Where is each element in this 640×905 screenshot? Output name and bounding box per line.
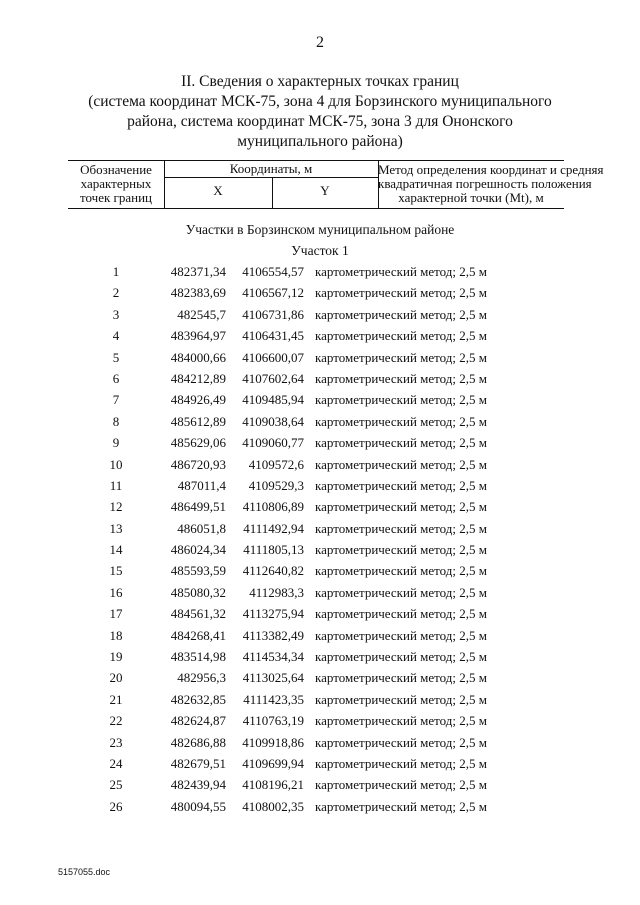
coord-x: 487011,4: [177, 477, 226, 493]
point-number: 20: [109, 670, 123, 686]
coord-x: 484561,32: [170, 606, 226, 622]
table-row: [0, 755, 640, 776]
method: картометрический метод; 2,5 м: [315, 563, 487, 579]
method: картометрический метод; 2,5 м: [315, 542, 487, 558]
coordinates-table-body: [0, 263, 640, 819]
point-number: 22: [109, 713, 123, 729]
method: картометрический метод; 2,5 м: [315, 520, 487, 536]
method: картометрический метод; 2,5 м: [315, 627, 487, 643]
point-number: 23: [109, 734, 123, 750]
coord-x: 483964,97: [170, 328, 226, 344]
table-row: [0, 413, 640, 434]
coord-y: 4110806,89: [242, 499, 304, 515]
method: картометрический метод; 2,5 м: [315, 606, 487, 622]
table-row: [0, 712, 640, 733]
table-row: [0, 284, 640, 305]
point-number: 9: [112, 435, 120, 451]
coord-y: 4110763,19: [242, 713, 304, 729]
coord-x: 482679,51: [170, 755, 226, 771]
table-row: [0, 691, 640, 712]
method: картометрический метод; 2,5 м: [315, 306, 487, 322]
method: картометрический метод; 2,5 м: [315, 370, 487, 386]
header-text: точек границ: [79, 190, 153, 205]
point-number: 18: [109, 627, 123, 643]
footer-filename: 5157055.doc: [58, 867, 111, 877]
coord-x: 482439,94: [170, 777, 226, 793]
method: картометрический метод; 2,5 м: [315, 649, 487, 665]
method: картометрический метод; 2,5 м: [315, 755, 487, 771]
method: картометрический метод; 2,5 м: [315, 285, 487, 301]
header-text: характерной точки (Mt), м: [398, 190, 544, 205]
coord-y: 4109060,77: [242, 435, 304, 451]
header-text: характерных: [80, 176, 152, 191]
coord-y: 4109699,94: [242, 755, 304, 771]
coord-x: 484268,41: [170, 627, 226, 643]
header-y: Y: [320, 183, 330, 198]
point-number: 13: [109, 520, 123, 536]
header-rule-coords: [164, 177, 378, 178]
header-point-designation: [68, 163, 164, 205]
coord-y: 4109572,6: [248, 456, 304, 472]
coord-x: 482371,34: [170, 264, 226, 279]
coord-y: 4107602,64: [242, 370, 304, 386]
coord-y: 4113025,64: [242, 670, 304, 686]
coord-x: 480094,55: [170, 798, 226, 814]
method: картометрический метод; 2,5 м: [315, 477, 487, 493]
coord-x: 482632,85: [170, 691, 226, 707]
point-number: 16: [109, 584, 123, 600]
coord-y: 4109038,64: [242, 413, 304, 429]
point-number: 5: [112, 349, 120, 365]
point-number: 15: [109, 563, 123, 579]
coord-x: 485593,59: [170, 563, 226, 579]
coord-y: 4114534,34: [242, 649, 304, 665]
coord-y: 4106600,07: [242, 349, 304, 365]
table-header: [68, 160, 604, 210]
table-row: [0, 669, 640, 690]
point-number: 8: [112, 413, 120, 429]
point-number: 11: [109, 477, 123, 493]
method: картометрический метод; 2,5 м: [315, 499, 487, 515]
title-line: II. Сведения о характерных точках границ: [181, 73, 459, 90]
coord-y: 4113382,49: [242, 627, 304, 643]
table-row: [0, 391, 640, 412]
table-row: [0, 562, 640, 583]
method: картометрический метод; 2,5 м: [315, 435, 487, 451]
method: картометрический метод; 2,5 м: [315, 328, 487, 344]
method: картометрический метод; 2,5 м: [315, 264, 487, 279]
method: картометрический метод; 2,5 м: [315, 777, 487, 793]
header-rule-top: [68, 160, 564, 161]
table-row: [0, 648, 640, 669]
coord-x: 486720,93: [170, 456, 226, 472]
point-number: 26: [109, 798, 123, 814]
header-text: Обозначение: [80, 162, 152, 177]
point-number: 4: [112, 328, 120, 344]
coord-y: 4111492,94: [243, 520, 304, 536]
coord-x: 485080,32: [170, 584, 226, 600]
coord-x: 484926,49: [170, 392, 226, 408]
method: картометрический метод; 2,5 м: [315, 584, 487, 600]
coord-y: 4111805,13: [243, 542, 304, 558]
method: картометрический метод; 2,5 м: [315, 691, 487, 707]
method: картометрический метод; 2,5 м: [315, 392, 487, 408]
coord-x: 482545,7: [177, 306, 226, 322]
coord-x: 486024,34: [170, 542, 226, 558]
table-row: [0, 520, 640, 541]
method: картометрический метод; 2,5 м: [315, 713, 487, 729]
table-row: [0, 327, 640, 348]
coord-x: 486499,51: [170, 499, 226, 515]
coord-x: 482686,88: [170, 734, 226, 750]
coord-y: 4106431,45: [242, 328, 304, 344]
table-row: [0, 627, 640, 648]
coord-y: 4109918,86: [242, 734, 304, 750]
point-number: 2: [112, 285, 120, 301]
header-text: квадратичная погрешность положения: [378, 176, 592, 191]
coord-x: 482624,87: [170, 713, 226, 729]
table-row: [0, 498, 640, 519]
point-number: 12: [109, 499, 123, 515]
coord-y: 4108196,21: [242, 777, 304, 793]
coord-x: 485629,06: [170, 435, 226, 451]
table-row: [0, 776, 640, 797]
subsection-title: Участок 1: [291, 243, 349, 258]
title-line: района, система координат МСК-75, зона 3 для Ононского: [127, 113, 513, 130]
table-row: [0, 734, 640, 755]
point-number: 6: [112, 370, 120, 386]
title-line: муниципального района): [237, 133, 403, 150]
coord-y: 4112983,3: [249, 584, 304, 600]
method: картометрический метод; 2,5 м: [315, 670, 487, 686]
coord-y: 4109529,3: [248, 477, 304, 493]
coord-y: 4112640,82: [242, 563, 304, 579]
table-row: [0, 456, 640, 477]
point-number: 7: [112, 392, 120, 408]
coord-x: 484000,66: [170, 349, 226, 365]
method: картометрический метод; 2,5 м: [315, 734, 487, 750]
table-row: [0, 798, 640, 819]
point-number: 19: [109, 649, 123, 665]
header-coordinates: Координаты, м: [229, 161, 313, 176]
header-method: [378, 162, 604, 205]
coord-x: 485612,89: [170, 413, 226, 429]
coord-x: 486051,8: [177, 520, 226, 536]
table-row: [0, 477, 640, 498]
table-row: [0, 584, 640, 605]
coord-y: 4111423,35: [243, 691, 304, 707]
document-title: [70, 72, 570, 152]
coord-x: 484212,89: [170, 370, 226, 386]
coord-x: 482956,3: [177, 670, 226, 686]
table-row: [0, 434, 640, 455]
point-number: 3: [112, 306, 120, 322]
table-row: [0, 370, 640, 391]
coord-y: 4106554,57: [242, 264, 304, 279]
table-row: [0, 605, 640, 626]
point-number: 10: [109, 456, 123, 472]
method: картометрический метод; 2,5 м: [315, 349, 487, 365]
header-rule-bottom: [68, 208, 564, 209]
coord-x: 482383,69: [170, 285, 226, 301]
section-title: Участки в Борзинском муниципальном районе: [185, 222, 455, 237]
table-row: [0, 349, 640, 370]
coord-y: 4109485,94: [242, 392, 304, 408]
table-row: [0, 541, 640, 562]
point-number: 25: [109, 777, 123, 793]
method: картометрический метод; 2,5 м: [315, 456, 487, 472]
point-number: 24: [109, 755, 123, 771]
method: картометрический метод; 2,5 м: [315, 798, 487, 814]
coord-x: 483514,98: [170, 649, 226, 665]
coord-y: 4113275,94: [242, 606, 304, 622]
header-x: X: [213, 183, 223, 198]
method: картометрический метод; 2,5 м: [315, 413, 487, 429]
point-number: 1: [112, 264, 120, 279]
page-number: 2: [316, 34, 324, 51]
coord-y: 4106567,12: [242, 285, 304, 301]
table-row: [0, 263, 640, 284]
table-row: [0, 306, 640, 327]
coord-y: 4106731,86: [242, 306, 304, 322]
header-text: Метод определения координат и средняя: [378, 162, 604, 177]
point-number: 21: [109, 691, 123, 707]
point-number: 17: [109, 606, 123, 622]
coord-y: 4108002,35: [242, 798, 304, 814]
title-line: (система координат МСК-75, зона 4 для Борзинского муниципального: [88, 93, 552, 110]
point-number: 14: [109, 542, 123, 558]
